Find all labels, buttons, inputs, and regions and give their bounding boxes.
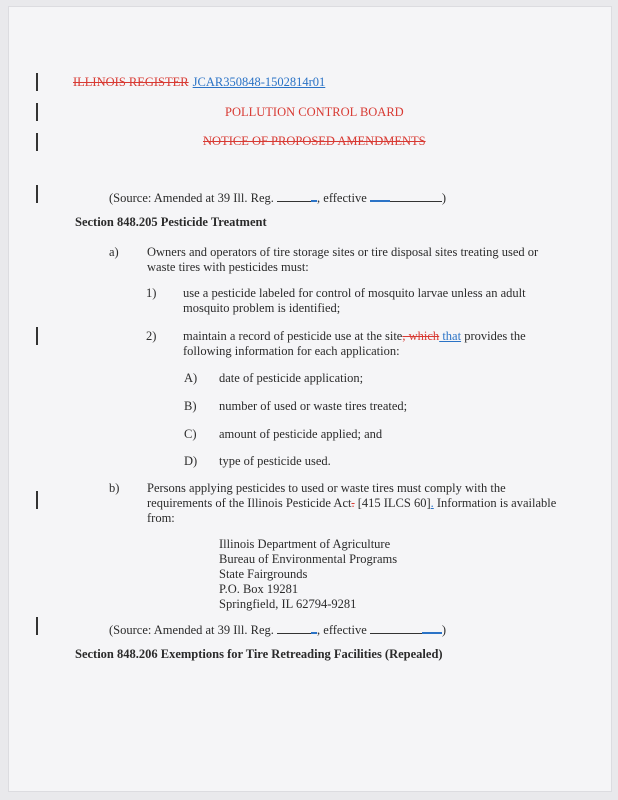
address-line: Bureau of Environmental Programs	[219, 552, 398, 566]
source-prefix: (Source: Amended at 39 Ill. Reg.	[109, 191, 278, 205]
item-label: 2)	[146, 329, 157, 343]
revision-bar	[36, 617, 38, 635]
subsection-text	[147, 496, 556, 511]
subitem-label: D)	[184, 454, 198, 468]
revision-bar	[36, 491, 38, 509]
item-text-post: provides the	[461, 329, 526, 343]
text-post: Information is available	[433, 496, 557, 510]
subsection-label: a)	[109, 245, 119, 259]
revision-bar	[36, 185, 38, 203]
address-line: State Fairgrounds	[219, 567, 308, 581]
source-note	[109, 189, 446, 206]
subsection-text: Persons applying pesticides to used or waste tires must comply with the	[147, 481, 506, 495]
section-heading: Section 848.206 Exemptions for Tire Retreading Facilities (Repealed)	[75, 647, 443, 661]
section-heading: Section 848.205 Pesticide Treatment	[75, 215, 267, 229]
inserted-text: that	[439, 329, 462, 343]
item-text: use a pesticide labeled for control of mosquito larvae unless an adult	[183, 286, 526, 300]
register-struck-text: ILLINOIS REGISTER	[73, 75, 189, 89]
revision-bar	[36, 133, 38, 151]
deleted-text: , which	[402, 329, 440, 343]
revision-bar	[36, 73, 38, 91]
text-pre: requirements of the Illinois Pesticide Act	[147, 496, 352, 510]
subitem-text: type of pesticide used.	[219, 454, 331, 468]
item-text: mosquito problem is identified;	[183, 301, 341, 315]
register-inserted-text: JCAR350848-1502814r01	[192, 75, 326, 89]
register-header	[73, 75, 325, 90]
item-label: 1)	[146, 286, 157, 300]
subsection-label: b)	[109, 481, 120, 495]
address-line: P.O. Box 19281	[219, 582, 299, 596]
source-close: )	[441, 623, 447, 637]
inserted-text: .	[430, 496, 434, 510]
subsection-text: Owners and operators of tire storage sites or tire disposal sites treating used or	[147, 245, 539, 259]
notice-title: NOTICE OF PROPOSED AMENDMENTS	[203, 134, 426, 148]
deleted-text: .	[351, 496, 355, 510]
source-note	[109, 621, 446, 638]
revision-bar	[36, 103, 38, 121]
item-text: following information for each application:	[183, 344, 400, 358]
source-close: )	[441, 191, 447, 205]
subitem-text: amount of pesticide applied; and	[219, 427, 383, 441]
subsection-text: waste tires with pesticides must:	[147, 260, 309, 274]
item-text	[183, 329, 526, 344]
board-title: POLLUTION CONTROL BOARD	[225, 105, 404, 119]
subitem-text: number of used or waste tires treated;	[219, 399, 408, 413]
revision-bar	[36, 327, 38, 345]
subitem-text: date of pesticide application;	[219, 371, 364, 385]
source-effective: , effective	[317, 623, 370, 637]
subitem-label: B)	[184, 399, 197, 413]
address-line: Springfield, IL 62794-9281	[219, 597, 357, 611]
source-prefix: (Source: Amended at 39 Ill. Reg.	[109, 623, 278, 637]
item-text-pre: maintain a record of pesticide use at the site	[183, 329, 403, 343]
subsection-text: from:	[147, 511, 175, 525]
subitem-label: A)	[184, 371, 198, 385]
text-mid: [415 ILCS 60]	[354, 496, 431, 510]
subitem-label: C)	[184, 427, 197, 441]
source-effective: , effective	[317, 191, 370, 205]
address-line: Illinois Department of Agriculture	[219, 537, 391, 551]
document-page	[8, 6, 612, 792]
